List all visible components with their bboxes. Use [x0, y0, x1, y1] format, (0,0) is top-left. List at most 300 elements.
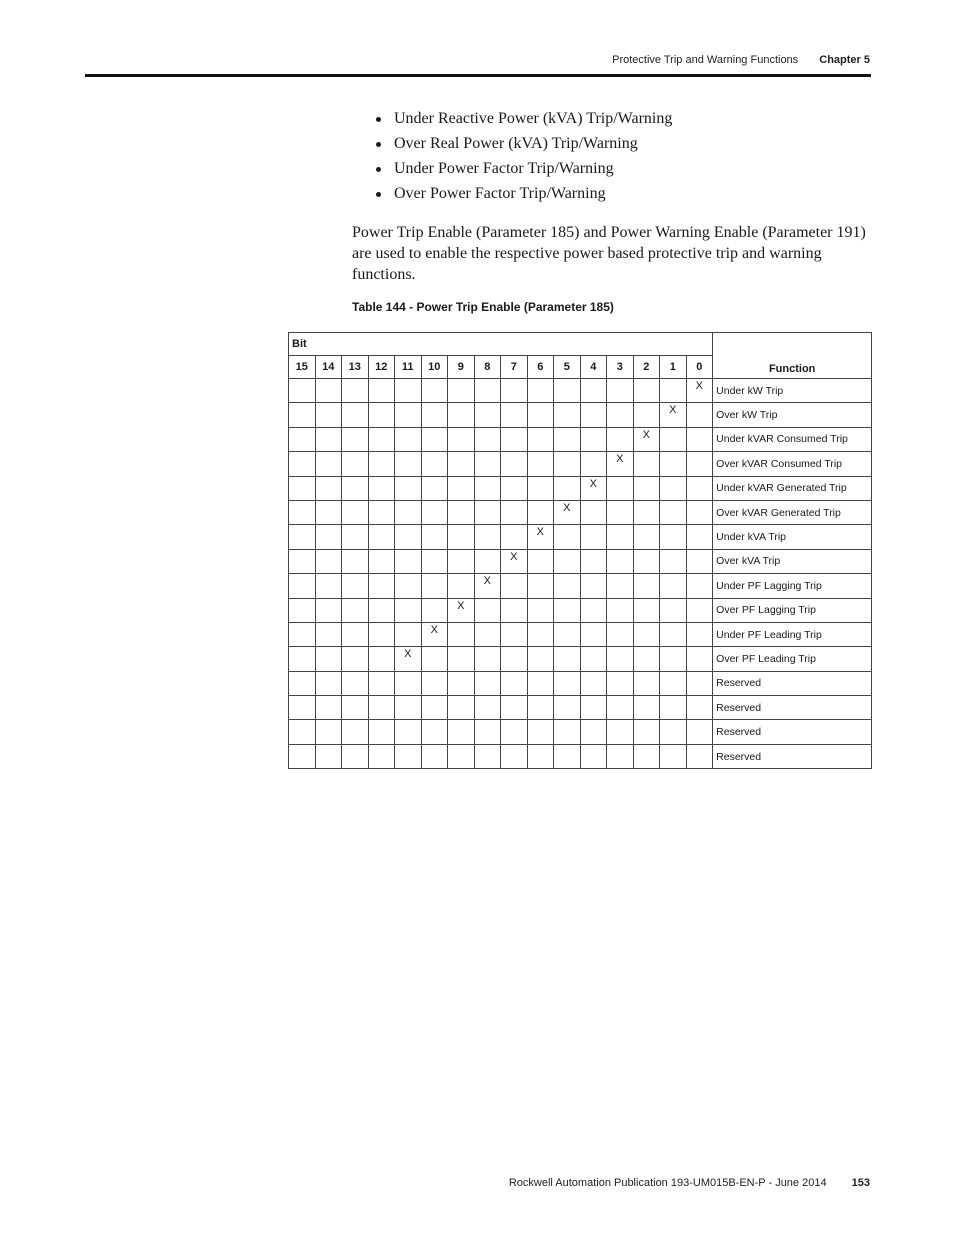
- bit-cell-11: [395, 525, 422, 549]
- bit-number-1: 1: [660, 356, 687, 379]
- bit-cell-6: [527, 476, 554, 500]
- bit-cell-3: [607, 647, 634, 671]
- table-row: [289, 476, 872, 500]
- bit-cell-11: [395, 549, 422, 573]
- bullet-item: Under Power Factor Trip/Warning: [372, 156, 672, 181]
- bit-cell-13: [342, 379, 369, 403]
- bit-cell-15: [289, 744, 316, 768]
- bit-cell-0: [686, 647, 713, 671]
- bit-cell-9: [448, 720, 475, 744]
- bit-cell-15: [289, 525, 316, 549]
- table-row: [289, 744, 872, 768]
- bit-cell-9: [448, 647, 475, 671]
- bit-cell-8: [474, 671, 501, 695]
- bit-cell-1: [660, 452, 687, 476]
- bit-cell-15: [289, 598, 316, 622]
- bit-cell-7: [501, 525, 528, 549]
- bit-number-9: 9: [448, 356, 475, 379]
- bit-cell-12: [368, 500, 395, 524]
- bit-cell-3: [607, 671, 634, 695]
- function-cell: Under kVA Trip: [713, 525, 872, 549]
- bit-header: Bit: [289, 333, 713, 356]
- bit-cell-8: [474, 379, 501, 403]
- bit-cell-6: [527, 598, 554, 622]
- function-cell: Under kW Trip: [713, 379, 872, 403]
- bit-cell-14: [315, 500, 342, 524]
- bit-cell-6: [527, 452, 554, 476]
- bit-cell-6: [527, 744, 554, 768]
- bit-cell-4: [580, 744, 607, 768]
- bit-cell-10: [421, 452, 448, 476]
- bit-cell-2: [633, 525, 660, 549]
- bit-cell-2: [633, 647, 660, 671]
- bit-cell-15: [289, 622, 316, 646]
- function-cell: Under kVAR Consumed Trip: [713, 427, 872, 451]
- bit-cell-13: [342, 720, 369, 744]
- bit-number-7: 7: [501, 356, 528, 379]
- bit-cell-3: [607, 574, 634, 598]
- bit-cell-13: [342, 476, 369, 500]
- bit-cell-7: [501, 379, 528, 403]
- bit-cell-3: [607, 476, 634, 500]
- bit-cell-10: [421, 500, 448, 524]
- bit-cell-5: [554, 452, 581, 476]
- bit-cell-15: [289, 427, 316, 451]
- bit-cell-5: X: [554, 500, 581, 524]
- bit-cell-8: [474, 549, 501, 573]
- bit-cell-12: [368, 549, 395, 573]
- bit-cell-14: [315, 379, 342, 403]
- bit-cell-5: [554, 403, 581, 427]
- bit-cell-8: [474, 696, 501, 720]
- bit-cell-9: X: [448, 598, 475, 622]
- bit-cell-11: [395, 452, 422, 476]
- bit-cell-4: [580, 574, 607, 598]
- bit-cell-1: [660, 647, 687, 671]
- bit-cell-3: [607, 549, 634, 573]
- bit-cell-7: [501, 574, 528, 598]
- table-row: [289, 647, 872, 671]
- bit-cell-6: X: [527, 525, 554, 549]
- bit-cell-11: [395, 622, 422, 646]
- bit-cell-12: [368, 598, 395, 622]
- bit-cell-8: [474, 744, 501, 768]
- bit-cell-14: [315, 720, 342, 744]
- bit-cell-0: [686, 427, 713, 451]
- bit-cell-13: [342, 696, 369, 720]
- bit-cell-5: [554, 574, 581, 598]
- bit-cell-0: [686, 574, 713, 598]
- footer-publication: Rockwell Automation Publication 193-UM015B-EN-P - June 2014: [508, 1177, 827, 1189]
- table-row: [289, 525, 872, 549]
- function-cell: Reserved: [713, 720, 872, 744]
- bit-cell-0: [686, 720, 713, 744]
- bit-cell-7: X: [501, 549, 528, 573]
- bit-cell-7: [501, 476, 528, 500]
- bit-cell-11: X: [395, 647, 422, 671]
- bit-cell-13: [342, 671, 369, 695]
- bit-cell-1: [660, 622, 687, 646]
- bit-cell-5: [554, 598, 581, 622]
- bit-cell-8: [474, 476, 501, 500]
- function-header: Function: [713, 333, 872, 379]
- bit-cell-7: [501, 744, 528, 768]
- bit-cell-14: [315, 452, 342, 476]
- bit-cell-10: [421, 744, 448, 768]
- bit-cell-3: [607, 622, 634, 646]
- bit-cell-2: X: [633, 427, 660, 451]
- bit-number-0: 0: [686, 356, 713, 379]
- bit-cell-4: [580, 452, 607, 476]
- function-cell: Over kVA Trip: [713, 549, 872, 573]
- bit-cell-14: [315, 744, 342, 768]
- bit-cell-11: [395, 720, 422, 744]
- bit-cell-2: [633, 500, 660, 524]
- bit-cell-8: [474, 647, 501, 671]
- bit-cell-12: [368, 744, 395, 768]
- table-row: [289, 427, 872, 451]
- bit-cell-11: [395, 574, 422, 598]
- bit-cell-1: [660, 574, 687, 598]
- bit-cell-3: [607, 427, 634, 451]
- bit-cell-0: [686, 500, 713, 524]
- bit-cell-9: [448, 379, 475, 403]
- bit-cell-4: [580, 403, 607, 427]
- bit-cell-6: [527, 379, 554, 403]
- bit-cell-7: [501, 452, 528, 476]
- bit-cell-12: [368, 379, 395, 403]
- bit-cell-1: [660, 671, 687, 695]
- table-row: [289, 379, 872, 403]
- bit-cell-9: [448, 452, 475, 476]
- bit-cell-12: [368, 647, 395, 671]
- bit-cell-10: [421, 379, 448, 403]
- bit-number-3: 3: [607, 356, 634, 379]
- bit-cell-6: [527, 671, 554, 695]
- bit-cell-12: [368, 574, 395, 598]
- bit-cell-11: [395, 476, 422, 500]
- bit-cell-3: X: [607, 452, 634, 476]
- bit-cell-14: [315, 476, 342, 500]
- bit-cell-10: [421, 549, 448, 573]
- function-cell: Over kVAR Consumed Trip: [713, 452, 872, 476]
- bit-cell-5: [554, 744, 581, 768]
- bit-cell-7: [501, 671, 528, 695]
- bit-cell-1: [660, 525, 687, 549]
- bit-cell-15: [289, 379, 316, 403]
- bit-cell-14: [315, 671, 342, 695]
- bit-cell-15: [289, 647, 316, 671]
- bit-cell-5: [554, 476, 581, 500]
- bit-cell-14: [315, 696, 342, 720]
- bit-cell-11: [395, 696, 422, 720]
- bit-cell-10: [421, 598, 448, 622]
- bit-number-5: 5: [554, 356, 581, 379]
- bit-cell-1: [660, 744, 687, 768]
- bit-cell-6: [527, 427, 554, 451]
- bit-cell-15: [289, 549, 316, 573]
- bit-cell-4: X: [580, 476, 607, 500]
- bit-cell-14: [315, 647, 342, 671]
- bit-cell-15: [289, 403, 316, 427]
- bit-number-4: 4: [580, 356, 607, 379]
- bit-cell-7: [501, 696, 528, 720]
- bit-cell-12: [368, 427, 395, 451]
- bit-cell-4: [580, 671, 607, 695]
- bit-cell-13: [342, 598, 369, 622]
- bit-cell-15: [289, 476, 316, 500]
- bit-cell-6: [527, 500, 554, 524]
- bit-number-15: 15: [289, 356, 316, 379]
- function-cell: Under kVAR Generated Trip: [713, 476, 872, 500]
- bit-cell-10: [421, 574, 448, 598]
- bit-cell-5: [554, 622, 581, 646]
- bullet-item: Over Real Power (kVA) Trip/Warning: [372, 131, 672, 156]
- bit-cell-11: [395, 427, 422, 451]
- bit-cell-11: [395, 598, 422, 622]
- bit-cell-1: [660, 476, 687, 500]
- bit-cell-8: [474, 403, 501, 427]
- bit-cell-14: [315, 403, 342, 427]
- bit-cell-3: [607, 720, 634, 744]
- function-cell: Reserved: [713, 744, 872, 768]
- bit-cell-9: [448, 622, 475, 646]
- bit-cell-13: [342, 647, 369, 671]
- bit-cell-15: [289, 696, 316, 720]
- bit-cell-6: [527, 403, 554, 427]
- function-cell: Over PF Lagging Trip: [713, 598, 872, 622]
- bit-cell-12: [368, 671, 395, 695]
- bit-cell-5: [554, 427, 581, 451]
- bit-cell-8: [474, 622, 501, 646]
- bit-cell-0: [686, 525, 713, 549]
- bit-cell-14: [315, 427, 342, 451]
- bit-number-11: 11: [395, 356, 422, 379]
- bit-cell-0: [686, 671, 713, 695]
- bit-number-6: 6: [527, 356, 554, 379]
- bit-cell-5: [554, 525, 581, 549]
- bit-cell-9: [448, 403, 475, 427]
- bit-cell-9: [448, 500, 475, 524]
- bit-cell-10: [421, 525, 448, 549]
- bit-cell-8: [474, 720, 501, 744]
- bit-cell-13: [342, 744, 369, 768]
- bit-cell-4: [580, 622, 607, 646]
- bit-cell-5: [554, 549, 581, 573]
- bit-cell-9: [448, 427, 475, 451]
- function-cell: Reserved: [713, 696, 872, 720]
- function-cell: Under PF Lagging Trip: [713, 574, 872, 598]
- bit-cell-6: [527, 549, 554, 573]
- bit-cell-7: [501, 647, 528, 671]
- bit-cell-2: [633, 549, 660, 573]
- bit-cell-13: [342, 403, 369, 427]
- bit-cell-1: [660, 598, 687, 622]
- bit-number-14: 14: [315, 356, 342, 379]
- table-row: [289, 671, 872, 695]
- bit-cell-13: [342, 574, 369, 598]
- bit-cell-12: [368, 622, 395, 646]
- bit-cell-5: [554, 379, 581, 403]
- bit-cell-4: [580, 379, 607, 403]
- bit-cell-14: [315, 525, 342, 549]
- bullet-item: Under Reactive Power (kVA) Trip/Warning: [372, 106, 672, 131]
- bit-cell-11: [395, 500, 422, 524]
- table-row: [289, 696, 872, 720]
- bit-cell-7: [501, 427, 528, 451]
- bit-cell-11: [395, 744, 422, 768]
- function-cell: Over kVAR Generated Trip: [713, 500, 872, 524]
- bit-cell-9: [448, 476, 475, 500]
- bit-cell-2: [633, 744, 660, 768]
- bit-cell-14: [315, 574, 342, 598]
- bit-cell-0: [686, 476, 713, 500]
- table-row: [289, 403, 872, 427]
- bit-cell-2: [633, 622, 660, 646]
- bit-cell-3: [607, 379, 634, 403]
- bit-cell-4: [580, 500, 607, 524]
- bit-cell-12: [368, 476, 395, 500]
- bit-cell-5: [554, 647, 581, 671]
- bit-cell-1: [660, 549, 687, 573]
- bit-cell-14: [315, 598, 342, 622]
- bit-cell-8: [474, 452, 501, 476]
- bit-cell-7: [501, 403, 528, 427]
- bit-cell-12: [368, 525, 395, 549]
- bit-cell-15: [289, 720, 316, 744]
- bit-cell-1: [660, 696, 687, 720]
- bit-cell-10: [421, 403, 448, 427]
- table-caption: Table 144 - Power Trip Enable (Parameter 185): [352, 300, 614, 314]
- bit-cell-7: [501, 622, 528, 646]
- bit-cell-11: [395, 379, 422, 403]
- bit-cell-14: [315, 622, 342, 646]
- bit-cell-0: [686, 696, 713, 720]
- bit-cell-13: [342, 452, 369, 476]
- table-row: [289, 500, 872, 524]
- bit-cell-13: [342, 525, 369, 549]
- bit-cell-0: [686, 744, 713, 768]
- bit-cell-9: [448, 696, 475, 720]
- bit-cell-2: [633, 671, 660, 695]
- table-row: [289, 622, 872, 646]
- bit-cell-10: [421, 476, 448, 500]
- bit-cell-2: [633, 598, 660, 622]
- bit-cell-1: X: [660, 403, 687, 427]
- bit-cell-4: [580, 525, 607, 549]
- bit-cell-1: [660, 427, 687, 451]
- bit-cell-15: [289, 500, 316, 524]
- function-cell: Over kW Trip: [713, 403, 872, 427]
- bit-cell-5: [554, 696, 581, 720]
- bit-cell-8: [474, 427, 501, 451]
- bit-cell-6: [527, 622, 554, 646]
- bit-cell-3: [607, 525, 634, 549]
- bit-number-2: 2: [633, 356, 660, 379]
- bit-cell-4: [580, 696, 607, 720]
- bit-cell-3: [607, 403, 634, 427]
- bit-cell-6: [527, 574, 554, 598]
- bit-cell-11: [395, 671, 422, 695]
- bit-cell-12: [368, 720, 395, 744]
- bit-cell-6: [527, 647, 554, 671]
- table-row: [289, 720, 872, 744]
- bit-cell-4: [580, 598, 607, 622]
- bit-cell-8: [474, 525, 501, 549]
- bit-cell-7: [501, 598, 528, 622]
- bit-cell-9: [448, 574, 475, 598]
- bit-cell-0: [686, 403, 713, 427]
- page-number: 153: [851, 1177, 870, 1189]
- bit-cell-9: [448, 744, 475, 768]
- bit-cell-11: [395, 403, 422, 427]
- bit-cell-8: [474, 500, 501, 524]
- bullet-item: Over Power Factor Trip/Warning: [372, 181, 672, 206]
- bit-cell-2: [633, 379, 660, 403]
- bit-cell-4: [580, 427, 607, 451]
- bit-number-8: 8: [474, 356, 501, 379]
- bit-cell-8: [474, 598, 501, 622]
- header-chapter-label: Chapter 5: [819, 54, 870, 66]
- bit-cell-0: [686, 549, 713, 573]
- bit-cell-10: [421, 696, 448, 720]
- function-cell: Reserved: [713, 671, 872, 695]
- table-row: [289, 549, 872, 573]
- bullet-list: [372, 106, 672, 206]
- header-rule: [85, 74, 871, 77]
- bit-cell-13: [342, 622, 369, 646]
- bit-cell-2: [633, 696, 660, 720]
- page-footer: [509, 1177, 870, 1189]
- bit-cell-4: [580, 647, 607, 671]
- bit-cell-14: [315, 549, 342, 573]
- bit-cell-15: [289, 452, 316, 476]
- bit-cell-3: [607, 696, 634, 720]
- bit-cell-0: [686, 598, 713, 622]
- bit-cell-6: [527, 720, 554, 744]
- bit-cell-5: [554, 671, 581, 695]
- bit-cell-15: [289, 574, 316, 598]
- bit-cell-12: [368, 403, 395, 427]
- bit-number-12: 12: [368, 356, 395, 379]
- bit-cell-10: [421, 720, 448, 744]
- bit-cell-0: [686, 622, 713, 646]
- bit-cell-12: [368, 452, 395, 476]
- bit-cell-3: [607, 744, 634, 768]
- bit-cell-1: [660, 720, 687, 744]
- function-cell: Under PF Leading Trip: [713, 622, 872, 646]
- bit-cell-15: [289, 671, 316, 695]
- bit-cell-13: [342, 427, 369, 451]
- bit-cell-4: [580, 720, 607, 744]
- bit-cell-0: [686, 452, 713, 476]
- bit-cell-9: [448, 525, 475, 549]
- bit-cell-10: [421, 647, 448, 671]
- bit-cell-0: X: [686, 379, 713, 403]
- bit-cell-2: [633, 574, 660, 598]
- bit-number-13: 13: [342, 356, 369, 379]
- bit-cell-3: [607, 598, 634, 622]
- bit-cell-2: [633, 476, 660, 500]
- bit-cell-4: [580, 549, 607, 573]
- bit-cell-8: X: [474, 574, 501, 598]
- bit-cell-9: [448, 549, 475, 573]
- header-section-title: Protective Trip and Warning Functions: [612, 54, 799, 66]
- bit-cell-2: [633, 403, 660, 427]
- table-row: [289, 574, 872, 598]
- bit-cell-10: [421, 671, 448, 695]
- table-row: [289, 452, 872, 476]
